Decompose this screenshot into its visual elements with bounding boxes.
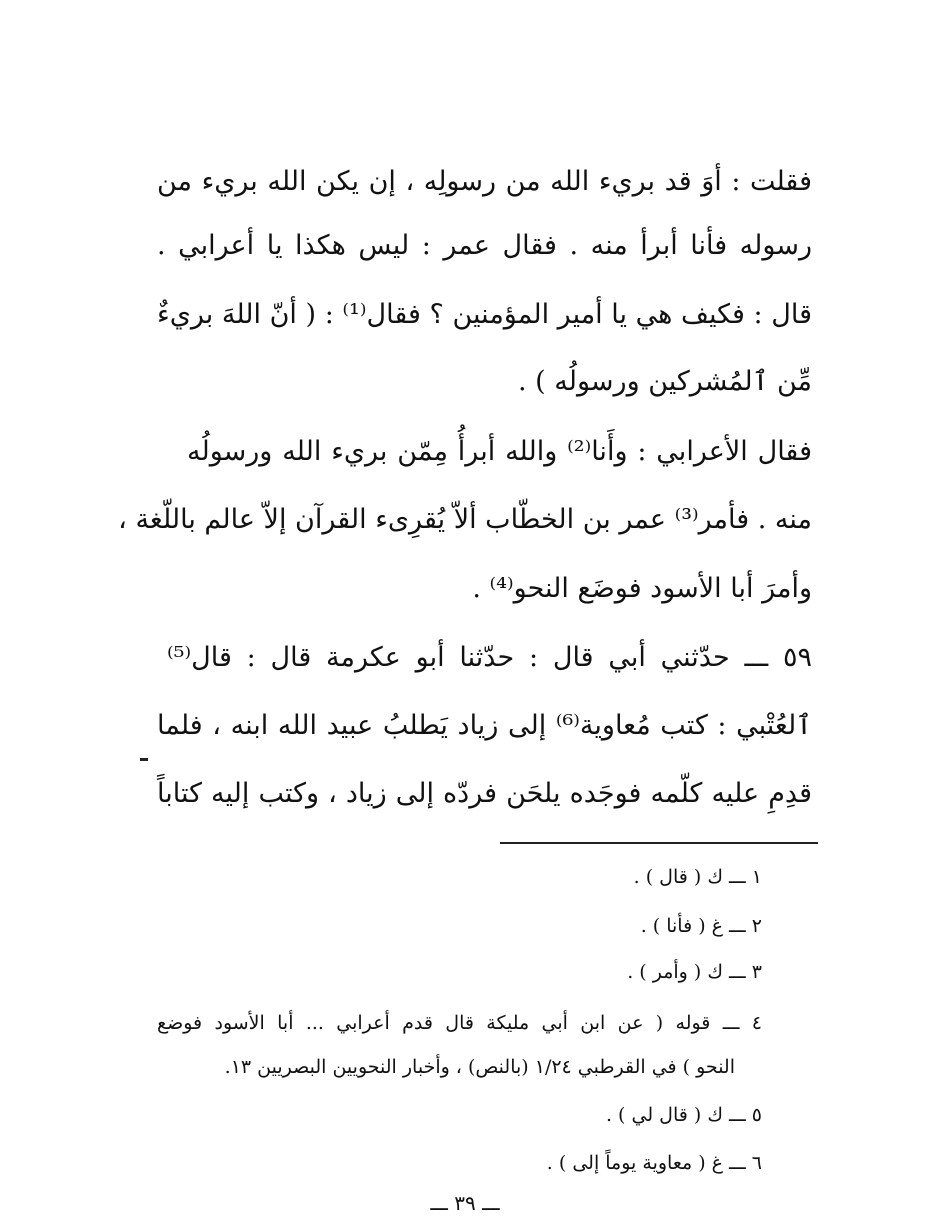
footnote-1: ١ ـــ ك ( قال ) . — [633, 866, 762, 888]
body-line-9: ٱلعُتْبي : كتب مُعاوية⁽⁶⁾ إلى زياد يَطلبُ عبيد الله ابنه ، فلما — [157, 710, 812, 741]
body-line-6: منه . فأمر⁽³⁾ عمر بن الخطّاب ألاّ يُقرِىء القرآن إلاّ عالم باللّغة ، — [118, 504, 812, 535]
body-line-5: فقال الأعرابي : وأَنا⁽²⁾ والله أبرأُ مِمّن بريء الله ورسولُه — [187, 436, 812, 467]
body-line-7: وأمرَ أبا الأسود فوضَع النحو⁽⁴⁾ . — [472, 573, 812, 604]
footnote-5: ٥ ـــ ك ( قال لي ) . — [605, 1104, 762, 1126]
footnote-3: ٣ ـــ ك ( وأمر ) . — [627, 961, 762, 983]
margin-mark — [140, 758, 148, 761]
footnote-separator — [500, 842, 818, 844]
body-line-4: مِّن ٱلمُشركين ورسولُه ) . — [517, 366, 812, 397]
body-line-3: قال : فكيف هي يا أمير المؤمنين ؟ فقال⁽¹⁾ : ( أنّ اللهَ بريءٌ — [157, 299, 812, 330]
body-line-10: قدِمِ عليه كلّمه فوجَده يلحَن فردّه إلى زياد ، وكتب إليه كتاباً — [157, 778, 812, 809]
footnote-4: ٤ ـــ قوله ( عن ابن أبي مليكة قال قدم أعرابي ... أبا الأسود فوضع — [157, 1012, 762, 1034]
footnote-4-continued: النحو ) في القرطبي ١/٢٤ (بالنص) ، وأخبار النحويين البصريين ١٣. — [224, 1056, 735, 1078]
body-line-8: ٥٩ ـــ حدّثني أبي قال : حدّثنا أبو عكرمة قال : قال⁽⁵⁾ — [167, 642, 812, 673]
footnote-2: ٢ ـــ غ ( فأنا ) . — [640, 915, 762, 937]
footnote-6: ٦ ـــ غ ( معاوية يوماً إلى ) . — [546, 1152, 762, 1174]
body-line-2: رسوله فأنا أبرأ منه . فقال عمر : ليس هكذا يا أعرابي . — [157, 230, 812, 261]
page-number: ـــ ٣٩ ـــ — [430, 1191, 500, 1215]
body-line-1: فقلت : أوَ قد بريء الله من رسولِه ، إن يكن الله بريء من — [157, 166, 812, 197]
